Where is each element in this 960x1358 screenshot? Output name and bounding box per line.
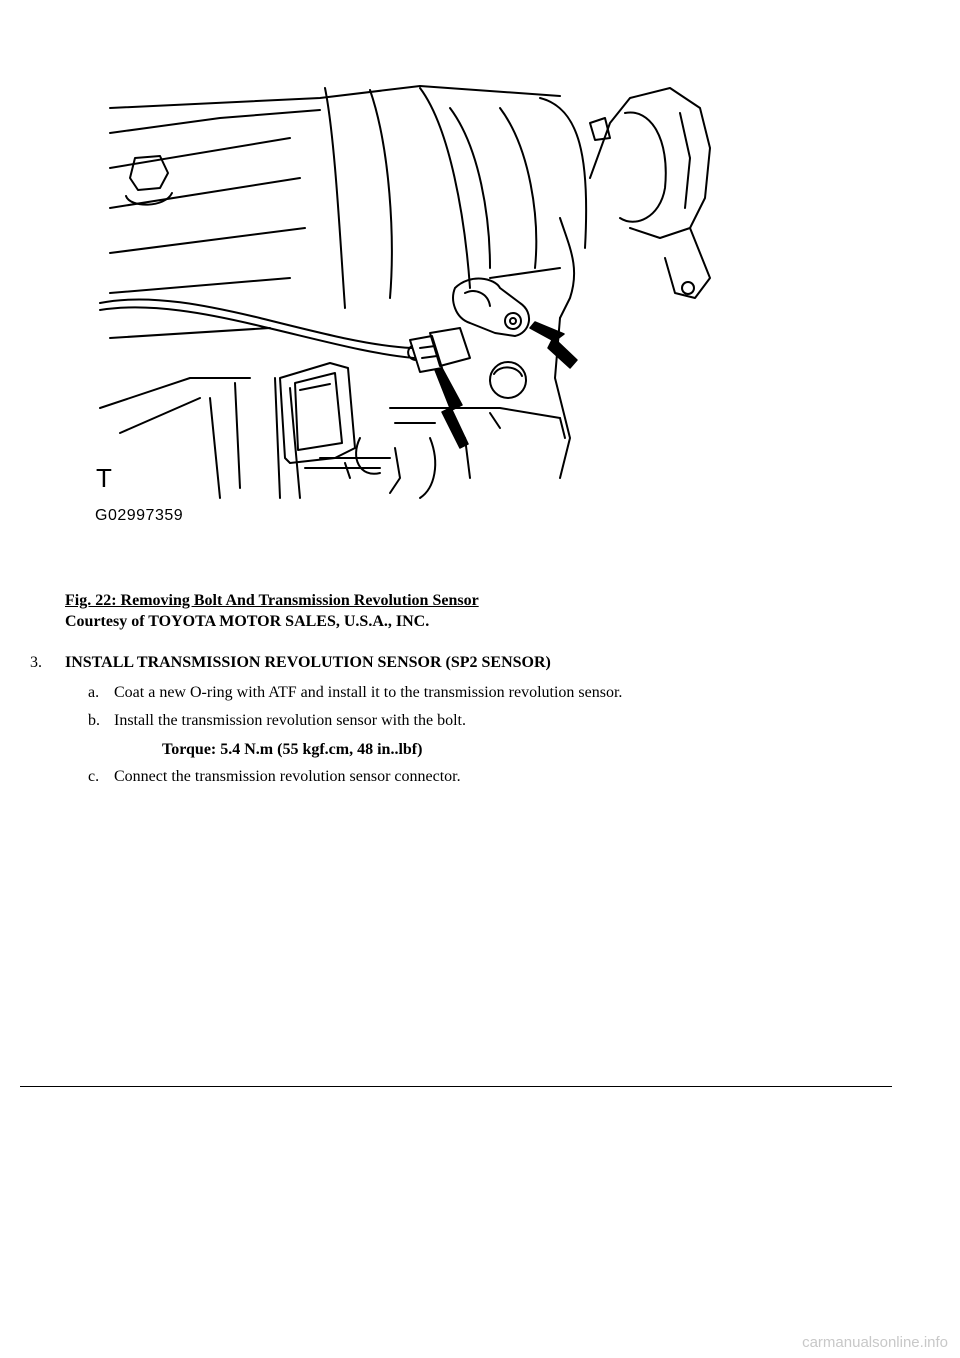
torque-spec: Torque: 5.4 N.m (55 kgf.cm, 48 in..lbf) — [162, 741, 423, 758]
substep-text: Install the transmission revolution sensor with the bolt. — [114, 712, 466, 729]
watermark: carmanualsonline.info — [802, 1334, 948, 1351]
step-title: INSTALL TRANSMISSION REVOLUTION SENSOR (SP2 SENSOR) — [65, 654, 551, 671]
substep-c — [88, 768, 461, 786]
step-number: 3. — [30, 654, 42, 671]
page-divider — [20, 1086, 892, 1087]
substep-letter: c. — [88, 768, 100, 785]
substep-text: Connect the transmission revolution sensor connector. — [114, 768, 461, 785]
substep-a — [88, 684, 622, 702]
substep-text: Coat a new O-ring with ATF and install it to the transmission revolution sensor. — [114, 684, 623, 701]
step-heading — [30, 654, 551, 672]
figure-caption — [65, 590, 479, 632]
transmission-sensor-illustration — [90, 78, 730, 538]
substep-letter: a. — [88, 684, 100, 701]
substep-b — [88, 712, 466, 730]
caption-credit: Courtesy of TOYOTA MOTOR SALES, U.S.A., INC. — [65, 613, 430, 630]
caption-title: Fig. 22: Removing Bolt And Transmission Revolution Sensor — [65, 592, 479, 609]
substep-letter: b. — [88, 712, 100, 729]
figure-code: G02997359 — [95, 507, 184, 524]
figure-letter: T — [96, 463, 112, 493]
